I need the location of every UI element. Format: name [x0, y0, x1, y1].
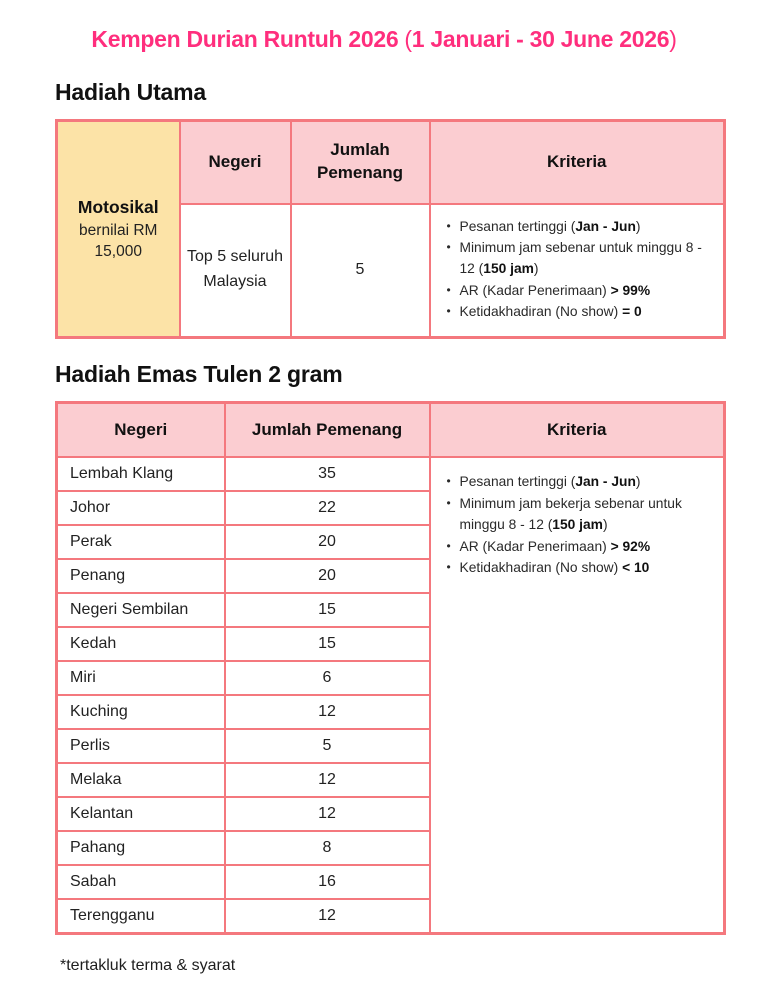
criteria-text: ) [533, 260, 539, 276]
criteria-bold: = 0 [622, 304, 642, 320]
state-cell: Perlis [57, 729, 225, 763]
section-title-hadiah-emas: Hadiah Emas Tulen 2 gram [55, 360, 343, 387]
prize-cell [57, 121, 180, 338]
prize-subtitle: bernilai RM 15,000 [79, 222, 158, 260]
criteria-text: Ketidakhadiran (No show) [459, 304, 623, 320]
criteria-text: Pesanan tertinggi ( [459, 218, 576, 234]
page-title-date: 1 Januari - 30 June 2026 [411, 26, 670, 52]
criteria-text: Minimum jam bekerja sebenar untuk minggu 8 - 12 ( [459, 496, 682, 532]
count-cell: 16 [225, 865, 430, 899]
section-title-hadiah-utama: Hadiah Utama [55, 79, 206, 105]
emas-header-negeri: Negeri [57, 402, 225, 457]
count-cell: 12 [225, 797, 430, 831]
hadiah-emas-header-row [57, 402, 725, 457]
count-cell: 35 [225, 457, 430, 491]
page-title-paren-close: ) [669, 26, 677, 52]
count-cell: 15 [225, 627, 430, 661]
count-cell: 6 [225, 661, 430, 695]
emas-header-jumlah: Jumlah Pemenang [225, 402, 430, 457]
criteria-bold: > 92% [610, 538, 651, 554]
state-cell: Kelantan [57, 797, 225, 831]
count-cell: 8 [225, 831, 430, 865]
state-cell: Pahang [57, 831, 225, 865]
criteria-item [445, 494, 712, 535]
state-cell: Sabah [57, 865, 225, 899]
utama-criteria-list [445, 217, 712, 323]
count-cell: 12 [225, 763, 430, 797]
criteria-item [445, 558, 712, 579]
emas-criteria-cell [430, 457, 725, 933]
state-cell: Kedah [57, 627, 225, 661]
utama-header-kriteria: Kriteria [430, 121, 725, 204]
hadiah-utama-table [55, 119, 726, 339]
criteria-text: ) [635, 218, 641, 234]
count-cell: 15 [225, 593, 430, 627]
criteria-bold: > 99% [610, 282, 651, 298]
emas-criteria-list [445, 472, 712, 578]
page-title [45, 26, 723, 53]
utama-header-negeri: Negeri [180, 121, 291, 204]
criteria-text: Minimum jam sebenar untuk minggu 8 - 12 ( [459, 240, 702, 276]
state-cell: Melaka [57, 763, 225, 797]
hadiah-emas-table [55, 401, 726, 935]
utama-negeri-value: Top 5 seluruh Malaysia [180, 204, 291, 338]
criteria-item [445, 537, 712, 558]
criteria-text: ) [635, 474, 641, 490]
criteria-text: Pesanan tertinggi ( [459, 474, 576, 490]
criteria-item [445, 238, 712, 279]
criteria-item [445, 281, 712, 302]
criteria-item [445, 302, 712, 323]
criteria-bold: 150 jam [483, 260, 534, 276]
count-cell: 12 [225, 899, 430, 933]
criteria-bold: 150 jam [552, 516, 603, 532]
page-title-paren-open: ( [404, 26, 412, 52]
criteria-item [445, 217, 712, 238]
utama-header-jumlah: Jumlah Pemenang [291, 121, 430, 204]
state-cell: Perak [57, 525, 225, 559]
state-cell: Terengganu [57, 899, 225, 933]
utama-jumlah-value: 5 [291, 204, 430, 338]
utama-criteria-cell [430, 204, 725, 338]
emas-header-kriteria: Kriteria [430, 402, 725, 457]
prize-name: Motosikal [77, 196, 159, 217]
state-cell: Negeri Sembilan [57, 593, 225, 627]
terms-footnote: *tertakluk terma & syarat [60, 956, 236, 974]
criteria-item [445, 472, 712, 493]
page-title-main: Kempen Durian Runtuh 2026 [91, 26, 405, 52]
criteria-bold: < 10 [622, 560, 650, 576]
table-row [57, 457, 725, 491]
state-cell: Penang [57, 559, 225, 593]
count-cell: 22 [225, 491, 430, 525]
hadiah-utama-header-row [57, 121, 725, 204]
criteria-text: ) [602, 516, 608, 532]
state-cell: Miri [57, 661, 225, 695]
criteria-text: AR (Kadar Penerimaan) [459, 538, 611, 554]
state-cell: Johor [57, 491, 225, 525]
count-cell: 20 [225, 525, 430, 559]
criteria-bold: Jan - Jun [575, 474, 636, 490]
criteria-text: AR (Kadar Penerimaan) [459, 282, 611, 298]
count-cell: 5 [225, 729, 430, 763]
count-cell: 20 [225, 559, 430, 593]
state-cell: Lembah Klang [57, 457, 225, 491]
count-cell: 12 [225, 695, 430, 729]
state-cell: Kuching [57, 695, 225, 729]
criteria-text: Ketidakhadiran (No show) [459, 560, 623, 576]
criteria-bold: Jan - Jun [575, 218, 636, 234]
